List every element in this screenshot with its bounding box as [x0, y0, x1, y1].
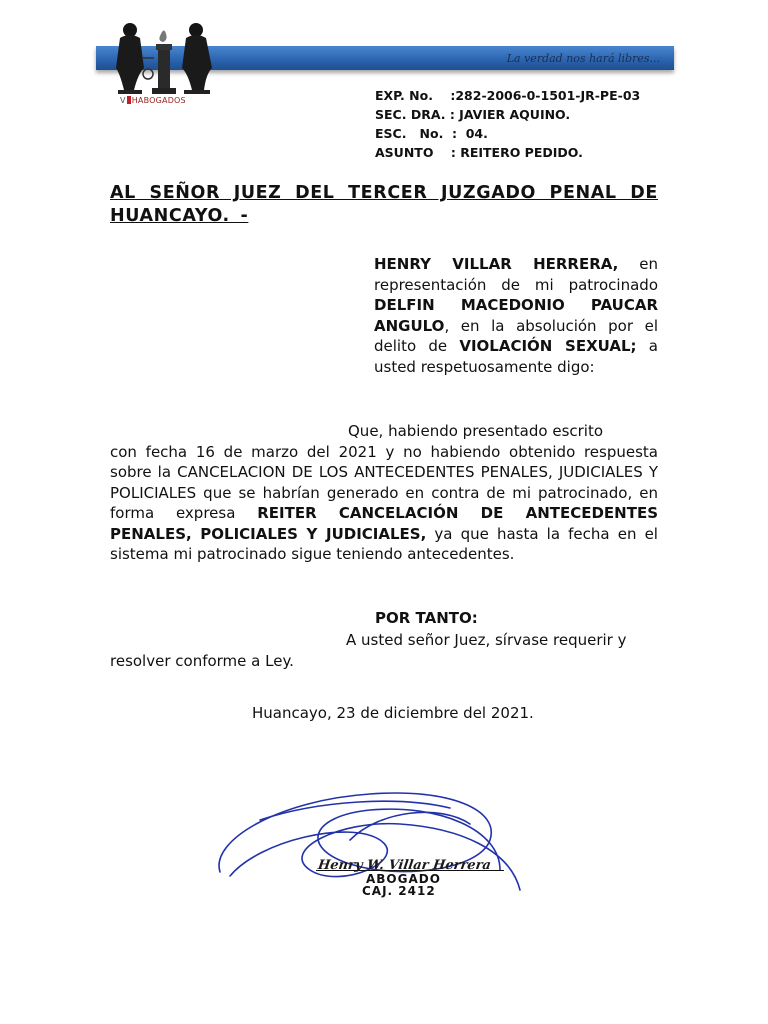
law-firm-logo — [108, 16, 220, 100]
date-line: Huancayo, 23 de diciembre del 2021. — [252, 704, 534, 722]
crime-name: VIOLACIÓN SEXUAL; — [459, 337, 637, 355]
secretary: SEC. DRA. : JAVIER AQUINO. — [375, 107, 571, 122]
addressee: AL SEÑOR JUEZ DEL TERCER JUZGADO PENAL DE HUANCAYO. - — [110, 183, 658, 226]
body-paragraph: Que, habiendo presentado escrito con fecha 16 de marzo del 2021 y no habiendo obtenido respuesta sobre la CANCELACION DE LOS ANTECEDENTES PENALES, JUDICIALES Y POLICIALES que se habrían generado en contra de mi patrocinado, en forma expresa REITER CANCELACIÓN DE ANTECEDENTES PENALES, POLICIALES Y JUDICIALES, ya que hasta la fecha en el sistema mi patrocinado sigue teniendo antecedentes. — [110, 422, 659, 563]
signature-name: Henry W. Villar Herrera — [316, 858, 492, 873]
intro-paragraph: HENRY VILLAR HERRERA, en representación de mi patrocinado DELFIN MACEDONIO PAUCAR ANGULO, en la absolución por el delito de VIOLACIÓN SEXUAL; a usted respetuosamente digo: — [374, 255, 658, 376]
closing-heading: POR TANTO: — [375, 609, 478, 627]
subject: ASUNTO : REITERO PEDIDO. — [375, 145, 583, 160]
client-name: DELFIN MACEDONIO PAUCAR ANGULO — [374, 296, 658, 335]
request-emphasis: REITER CANCELACIÓN DE ANTECEDENTES PENALES, POLICIALES Y JUDICIALES, — [110, 504, 659, 543]
case-reference — [375, 86, 640, 162]
lawyer-name: HENRY VILLAR HERRERA, — [374, 255, 619, 273]
document-number: ESC. No. : 04. — [375, 126, 488, 141]
signature-title: ABOGADO — [366, 872, 441, 886]
header-motto: La verdad nos hará libres... — [506, 52, 660, 65]
signature-registration: CAJ. 2412 — [362, 884, 436, 898]
logo-caption: V HABOGADOS — [120, 96, 186, 105]
expedient-number: EXP. No. :282-2006-0-1501-JR-PE-03 — [375, 88, 641, 103]
closing-paragraph: A usted señor Juez, sírvase requerir y resolver conforme a Ley. — [110, 631, 627, 670]
